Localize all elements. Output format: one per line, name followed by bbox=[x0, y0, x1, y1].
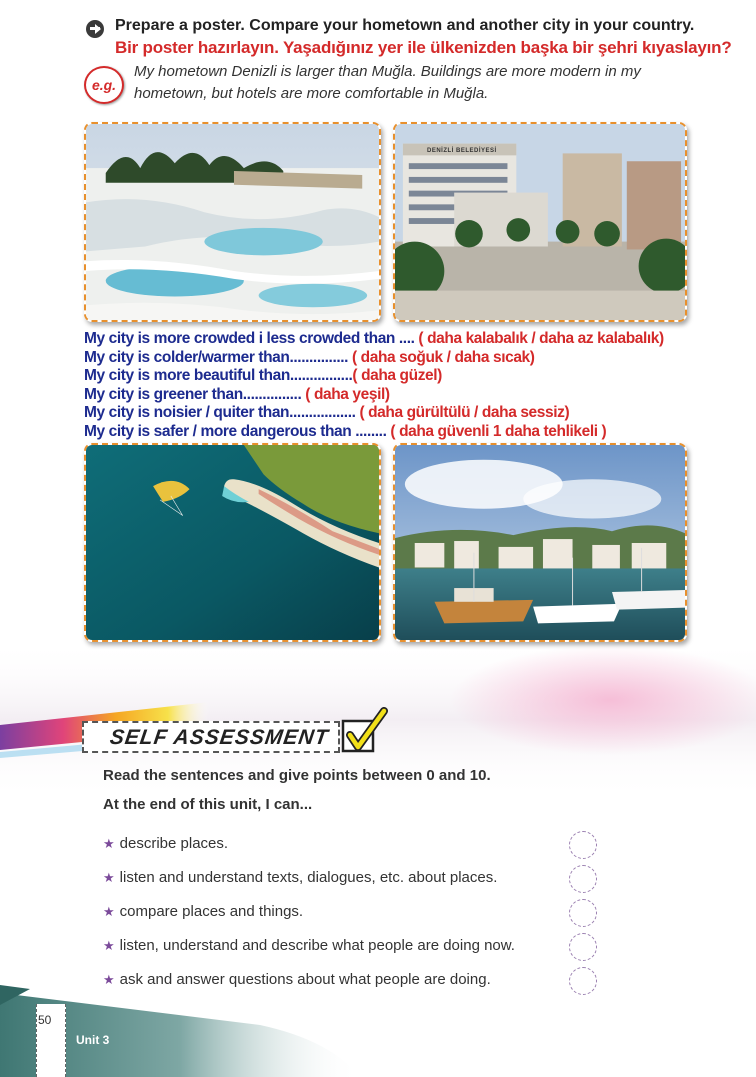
list-item: ★ listen and understand texts, dialogues, etc. about places. bbox=[103, 869, 498, 886]
self-assessment-lead: At the end of this unit, I can... bbox=[103, 796, 313, 813]
score-circle[interactable] bbox=[569, 899, 597, 927]
list-item: ★ describe places. bbox=[103, 835, 229, 852]
municipality-sign: DENİZLİ BELEDİYESİ bbox=[427, 148, 497, 154]
score-circle[interactable] bbox=[569, 933, 597, 961]
instruction-turkish: Bir poster hazırlayın. Yaşadığınız yer ile ülkenizden başka bir şehri kıyaslayın? bbox=[115, 38, 732, 57]
sentence-crowded: My city is more crowded i less crowded than .... ( daha kalabalık / daha az kalabalık) bbox=[84, 330, 664, 347]
sentence-colder: My city is colder/warmer than............... ( daha soğuk / daha sıcak) bbox=[84, 348, 535, 366]
unit-label: Unit 3 bbox=[76, 1033, 110, 1047]
checkmark-icon bbox=[340, 707, 390, 757]
score-circle[interactable] bbox=[569, 831, 597, 859]
star-icon: ★ bbox=[103, 903, 115, 919]
star-icon: ★ bbox=[103, 835, 115, 851]
sentence-greener: My city is greener than............... ( daha yeşil) bbox=[84, 385, 390, 403]
page-number: 50 bbox=[38, 1013, 52, 1027]
example-text: My hometown Denizli is larger than Muğla. Buildings are more modern in my hometown, but hotels are more comfortable in Muğla. bbox=[134, 63, 641, 102]
comparison-sentences bbox=[84, 330, 664, 441]
arrow-right-icon bbox=[86, 20, 104, 38]
self-assessment-instruction: Read the sentences and give points between 0 and 10. bbox=[103, 767, 491, 784]
photo-pamukkale bbox=[84, 122, 381, 322]
sentence-beautiful: My city is more beautiful than................( daha güzel) bbox=[84, 367, 442, 384]
star-icon: ★ bbox=[103, 869, 115, 885]
photo-denizli-square bbox=[393, 122, 687, 322]
list-item: ★ ask and answer questions about what people are doing. bbox=[103, 971, 491, 988]
footer-band bbox=[0, 985, 756, 1077]
sentence-safer: My city is safer / more dangerous than ........ ( daha güvenli 1 daha tehlikeli ) bbox=[84, 422, 607, 440]
score-circle[interactable] bbox=[569, 865, 597, 893]
star-icon: ★ bbox=[103, 937, 115, 953]
sentence-noisier: My city is noisier / quiter than................. ( daha gürültülü / daha sessiz) bbox=[84, 404, 570, 421]
list-item: ★ listen, understand and describe what people are doing now. bbox=[103, 937, 515, 954]
photo-beach-aerial bbox=[84, 443, 381, 642]
self-assessment-title: SELF ASSESSMENT bbox=[108, 726, 331, 749]
example-badge: e.g. bbox=[84, 66, 124, 104]
instruction-english: Prepare a poster. Compare your hometown and another city in your country. bbox=[115, 17, 695, 34]
list-item: ★ compare places and things. bbox=[103, 903, 304, 920]
photo-harbour bbox=[393, 443, 687, 642]
star-icon: ★ bbox=[103, 971, 115, 987]
